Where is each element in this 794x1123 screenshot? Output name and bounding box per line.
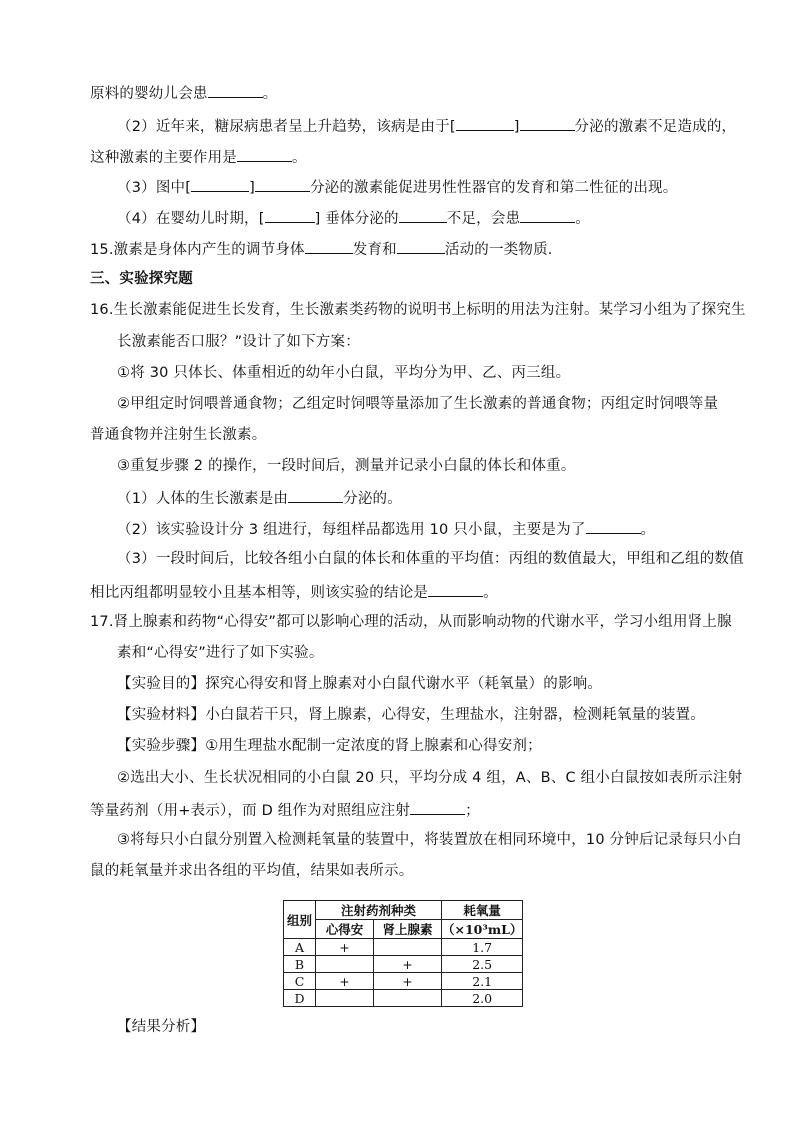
- text-line: （3）图中[ ] 分泌的激素能促进男性性器官的发育和第二性征的出现。: [117, 176, 677, 198]
- cell-group: C: [284, 973, 316, 990]
- question-17-stem: 素和“心得安”进行了如下实验。: [117, 645, 324, 661]
- section-heading: 三、实验探究题: [90, 271, 193, 287]
- header-group: 组别: [284, 901, 316, 939]
- experiment-step-3: 鼠的耗氧量并求出各组的平均值，结果如表所示。: [90, 863, 414, 879]
- text-line: 这种激素的主要作用是 。: [90, 146, 307, 168]
- question-16-stem: 长激素能否口服？”设计了如下方案：: [117, 334, 360, 350]
- table-row: [284, 956, 523, 973]
- experiment-step-2: ②选出大小、生长状况相同的小白鼠 20 只，平均分成 4 组，A、B、C 组小白鼠按如表所示注射: [117, 770, 743, 786]
- cell-xindean: [316, 956, 374, 973]
- answer-blank[interactable]: [456, 115, 514, 131]
- answer-blank[interactable]: [255, 176, 310, 192]
- text-line: （2）近年来，糖尿病患者呈上升趋势，该病是由于[ ] 分泌的激素不足造成的，: [117, 115, 736, 137]
- answer-blank[interactable]: [191, 176, 249, 192]
- question-15: 15.激素是身体内产生的调节身体 发育和 活动的一类物质．: [90, 238, 562, 260]
- answer-blank[interactable]: [399, 207, 447, 223]
- step-1: ①将 30 只体长、体重相近的幼年小白鼠，平均分为甲、乙、丙三组。: [117, 365, 571, 381]
- question-16-3: 相比丙组都明显较小且基本相等，则该实验的结论是 。: [90, 581, 498, 603]
- experiment-step-2: 等量药剂（用+表示），而 D 组作为对照组应注射 ；: [90, 799, 480, 821]
- cell-group: A: [284, 939, 316, 956]
- answer-blank[interactable]: [586, 518, 641, 534]
- cell-adrenaline: [374, 990, 442, 1007]
- cell-xindean: [316, 990, 374, 1007]
- table-row: [284, 990, 523, 1007]
- header-oxygen: 耗氧量: [442, 901, 523, 920]
- answer-blank[interactable]: [265, 207, 315, 223]
- experiment-step-3: ③将每只小白鼠分别置入检测耗氧量的装置中，将装置放在相同环境中，10 分钟后记录每只小白: [117, 832, 742, 848]
- answer-blank[interactable]: [208, 82, 263, 98]
- question-16-1: （1）人体的生长激素是由 分泌的。: [117, 487, 402, 509]
- table-row: [284, 973, 523, 990]
- cell-adrenaline: +: [374, 973, 442, 990]
- answer-blank[interactable]: [397, 238, 445, 254]
- step-2: 普通食物并注射生长激素。: [90, 427, 267, 443]
- experiment-step-1: 【实验步骤】①用生理盐水配制一定浓度的肾上腺素和心得安剂；: [117, 738, 542, 754]
- answer-blank[interactable]: [520, 115, 575, 131]
- header-adrenaline: 肾上腺素: [374, 920, 442, 939]
- experiment-aim: 【实验目的】探究心得安和肾上腺素对小白鼠代谢水平（耗氧量）的影响。: [117, 676, 603, 692]
- cell-adrenaline: +: [374, 956, 442, 973]
- step-2: ②甲组定时饲喂普通食物；乙组定时饲喂等量添加了生长激素的普通食物；丙组定时饲喂等量: [117, 396, 719, 412]
- cell-oxygen: 2.1: [442, 973, 523, 990]
- header-drug: 注射药剂种类: [316, 901, 442, 920]
- cell-oxygen: 1.7: [442, 939, 523, 956]
- answer-blank[interactable]: [410, 799, 465, 815]
- answer-blank[interactable]: [305, 238, 353, 254]
- result-analysis-heading: 【结果分析】: [117, 1019, 206, 1035]
- step-3: ③重复步骤 2 的操作，一段时间后，测量并记录小白鼠的体长和体重。: [117, 458, 576, 474]
- question-16-3: （3）一段时间后，比较各组小白鼠的体长和体重的平均值：丙组的数值最大，甲组和乙组的数值: [117, 551, 744, 567]
- cell-xindean: +: [316, 973, 374, 990]
- answer-blank[interactable]: [288, 487, 343, 503]
- question-16-stem: 16.生长激素能促进生长发育，生长激素类药物的说明书上标明的用法为注射。某学习小组为了探究生: [90, 302, 746, 318]
- cell-group: D: [284, 990, 316, 1007]
- header-unit: （×10³mL）: [442, 920, 523, 939]
- answer-blank[interactable]: [237, 146, 292, 162]
- experiment-materials: 【实验材料】小白鼠若干只，肾上腺素，心得安，生理盐水，注射器，检测耗氧量的装置。: [117, 707, 705, 723]
- text-line: 原料的婴幼儿会患 。: [90, 82, 277, 104]
- cell-oxygen: 2.5: [442, 956, 523, 973]
- text-line: （4）在婴幼儿时期，[ ] 垂体分泌的 不足，会患 。: [117, 207, 590, 229]
- results-table: [283, 900, 523, 1007]
- answer-blank[interactable]: [520, 207, 575, 223]
- question-17-stem: 17.肾上腺素和药物“心得安”都可以影响心理的活动，从而影响动物的代谢水平，学习小组用肾上腺: [90, 614, 732, 630]
- table-row: [284, 939, 523, 956]
- cell-xindean: +: [316, 939, 374, 956]
- cell-group: B: [284, 956, 316, 973]
- header-xindean: 心得安: [316, 920, 374, 939]
- answer-blank[interactable]: [428, 581, 483, 597]
- cell-oxygen: 2.0: [442, 990, 523, 1007]
- cell-adrenaline: [374, 939, 442, 956]
- question-16-2: （2）该实验设计分 3 组进行，每组样品都选用 10 只小鼠，主要是为了 。: [117, 518, 655, 540]
